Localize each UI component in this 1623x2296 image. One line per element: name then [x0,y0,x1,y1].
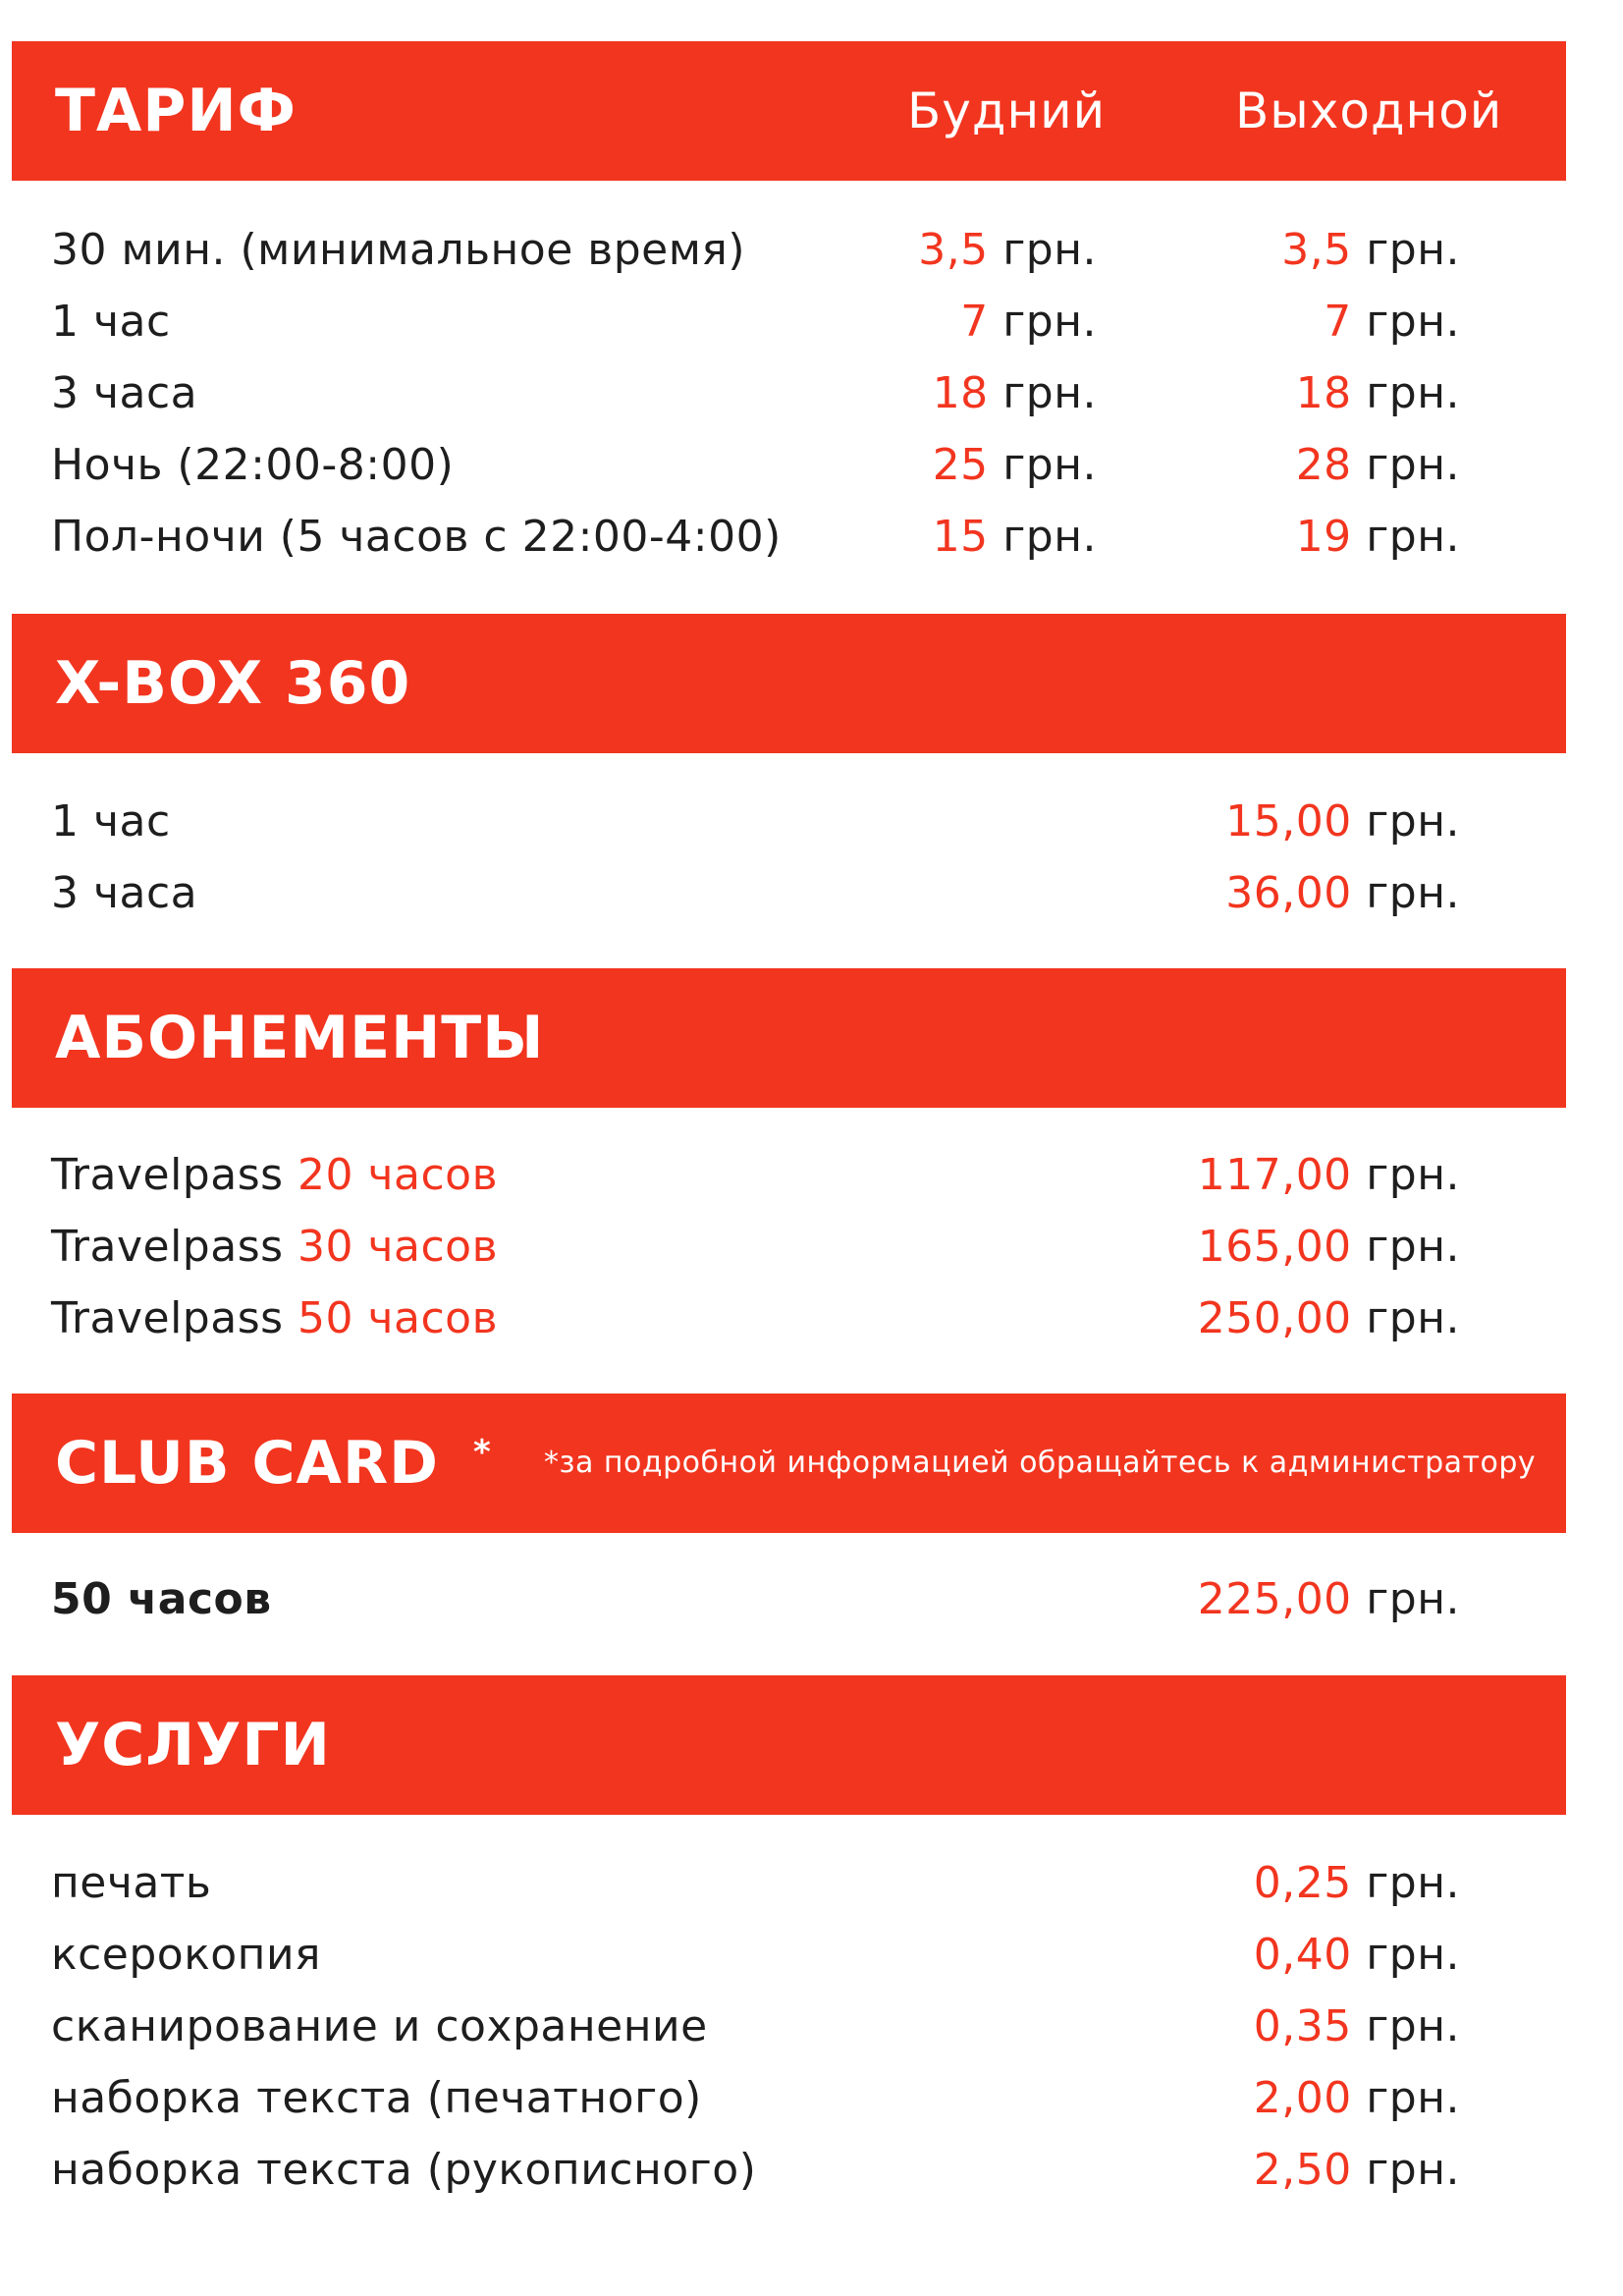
club-card-asterisk: * [473,1433,491,1472]
club-card-price-value: 225,00 [1197,1574,1352,1624]
subscription-price-value: 117,00 [1197,1150,1352,1200]
tariff-row-label: Пол-ночи (5 часов с 22:00-4:00) [51,512,782,562]
subscription-name: Travelpass [51,1150,284,1200]
service-price-value: 0,40 [1253,1930,1352,1980]
subscription-hours: 50 часов [298,1293,499,1343]
service-label: сканирование и сохранение [51,2001,708,2051]
subscriptions-header [12,968,1566,1108]
currency-unit: грн. [1366,1222,1460,1272]
subscription-row [0,1211,1623,1283]
subscription-label [51,1139,498,1211]
weekday-price-value: 3,5 [918,225,989,275]
tariff-row-label: Ночь (22:00-8:00) [51,440,455,490]
weekday-price [960,286,1097,357]
weekend-price [1296,501,1460,573]
subscription-price-value: 165,00 [1197,1222,1352,1272]
weekend-column-header: Выходной [1235,82,1503,139]
weekday-column-header: Будний [907,82,1107,139]
currency-unit: грн. [1002,225,1097,275]
service-price-value: 2,50 [1253,2145,1352,2195]
currency-unit: грн. [1366,2145,1460,2195]
subscription-label [51,1211,498,1283]
currency-unit: грн. [1366,868,1460,918]
tariff-row [0,286,1623,357]
weekend-price [1296,429,1460,501]
weekend-price-value: 28 [1295,440,1352,490]
weekday-price-value: 25 [932,440,989,490]
tariff-row [0,429,1623,501]
currency-unit: грн. [1366,1150,1460,1200]
xbox-row [0,857,1623,929]
subscription-row [0,1139,1623,1211]
club-card-row-label: 50 часов [51,1574,272,1624]
service-price-value: 2,00 [1253,2073,1352,2123]
xbox-price-value: 15,00 [1225,796,1352,847]
weekday-price [933,429,1097,501]
currency-unit: грн. [1366,512,1460,562]
currency-unit: грн. [1366,368,1460,418]
xbox-row-label: 3 часа [51,868,198,918]
subscription-label [51,1283,498,1354]
tariff-row-label: 3 часа [51,368,198,418]
weekday-price-value: 18 [932,368,989,418]
currency-unit: грн. [1002,440,1097,490]
tariff-row [0,501,1623,573]
subscription-price [1198,1139,1460,1211]
xbox-price [1225,857,1460,929]
club-card-row [0,1563,1623,1635]
service-price [1254,2062,1460,2134]
service-label: ксерокопия [51,1930,322,1980]
service-label: печать [51,1858,212,1908]
weekday-price [918,214,1097,286]
service-row [0,1847,1623,1919]
service-row [0,1991,1623,2062]
subscription-name: Travelpass [51,1222,284,1272]
currency-unit: грн. [1366,2073,1460,2123]
tariff-row [0,357,1623,429]
weekend-price [1296,357,1460,429]
currency-unit: грн. [1366,1930,1460,1980]
subscriptions-title: АБОНЕМЕНТЫ [55,1004,545,1072]
services-header [12,1675,1566,1815]
currency-unit: грн. [1366,297,1460,347]
subscription-row [0,1283,1623,1354]
service-row [0,2062,1623,2134]
weekend-price-value: 18 [1295,368,1352,418]
service-price [1254,1991,1460,2062]
subscription-hours: 20 часов [298,1150,499,1200]
weekend-price-value: 19 [1295,512,1352,562]
weekday-price-value: 15 [932,512,989,562]
weekday-price [933,501,1097,573]
service-row [0,1919,1623,1991]
xbox-price-value: 36,00 [1225,868,1352,918]
weekday-price [933,357,1097,429]
tariff-title: ТАРИФ [55,77,298,145]
xbox-row-label: 1 час [51,796,171,847]
tariff-row-label: 30 мин. (минимальное время) [51,225,746,275]
service-price [1254,1919,1460,1991]
currency-unit: грн. [1366,1293,1460,1343]
currency-unit: грн. [1366,1574,1460,1624]
service-price [1254,1847,1460,1919]
currency-unit: грн. [1366,1858,1460,1908]
subscription-name: Travelpass [51,1293,284,1343]
currency-unit: грн. [1002,512,1097,562]
club-card-note: *за подробной информацией обращайтесь к администратору [544,1446,1537,1480]
subscription-price [1198,1283,1460,1354]
currency-unit: грн. [1002,368,1097,418]
subscription-price [1198,1211,1460,1283]
service-price-value: 0,35 [1253,2001,1352,2051]
weekend-price [1281,214,1460,286]
club-card-price [1198,1563,1460,1635]
weekend-price [1324,286,1460,357]
currency-unit: грн. [1002,297,1097,347]
service-label: наборка текста (рукописного) [51,2145,757,2195]
weekend-price-value: 3,5 [1281,225,1352,275]
tariff-row-label: 1 час [51,297,171,347]
service-row [0,2134,1623,2206]
xbox-price [1225,786,1460,857]
services-title: УСЛУГИ [55,1711,331,1779]
currency-unit: грн. [1366,440,1460,490]
club-card-header [12,1394,1566,1533]
service-price-value: 0,25 [1253,1858,1352,1908]
subscription-price-value: 250,00 [1197,1293,1352,1343]
tariff-header [12,41,1566,181]
xbox-title: X-BOX 360 [55,649,411,718]
service-label: наборка текста (печатного) [51,2073,702,2123]
club-card-title: CLUB CARD [55,1429,439,1498]
currency-unit: грн. [1366,225,1460,275]
subscription-hours: 30 часов [298,1222,499,1272]
weekday-price-value: 7 [960,297,989,347]
xbox-row [0,786,1623,857]
weekend-price-value: 7 [1324,297,1352,347]
xbox-header [12,614,1566,753]
currency-unit: грн. [1366,796,1460,847]
currency-unit: грн. [1366,2001,1460,2051]
tariff-row [0,214,1623,286]
service-price [1254,2134,1460,2206]
